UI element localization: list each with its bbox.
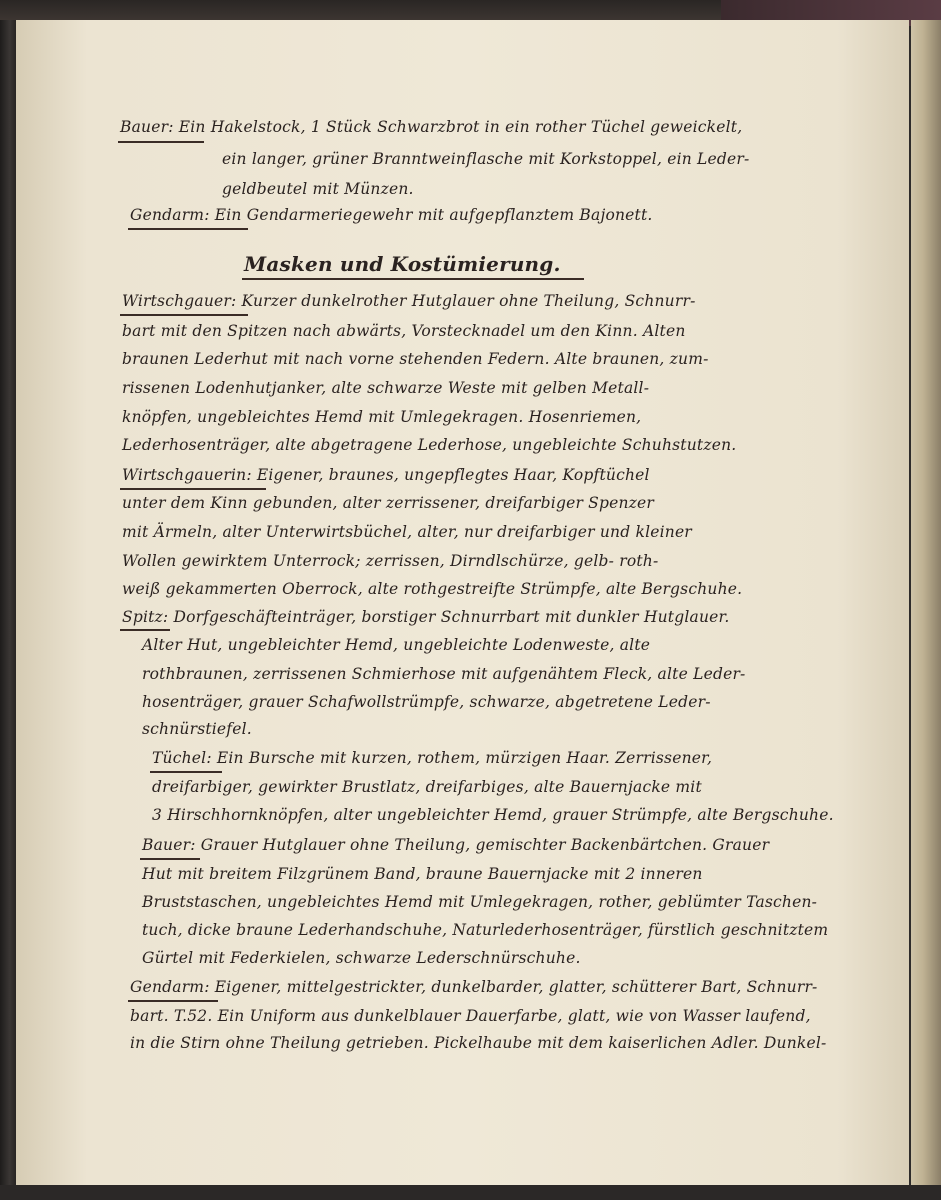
text-line: rothbraunen, zerrissenen Schmierhose mit aufgenähtem Fleck, alte Leder- [142, 665, 746, 683]
heading-underline [118, 141, 204, 143]
text-line: bart mit den Spitzen nach abwärts, Vorstecknadel um den Kinn. Alten [122, 322, 686, 340]
text-line: hosenträger, grauer Schafwollstrümpfe, schwarze, abgetretene Leder- [142, 693, 711, 711]
heading-underline [120, 488, 266, 490]
text-line: Spitz: Dorfgeschäfteinträger, borstiger Schnurrbart mit dunkler Hutglauer. [122, 608, 730, 626]
manuscript-page [16, 20, 909, 1185]
heading-underline [120, 314, 248, 316]
text-line: rissenen Lodenhutjanker, alte schwarze Weste mit gelben Metall- [122, 379, 650, 397]
heading-underline [120, 629, 170, 631]
text-line: Wirtschgauerin: Eigener, braunes, ungepflegtes Haar, Kopftüchel [122, 466, 650, 484]
text-line: Alter Hut, ungebleichter Hemd, ungebleichte Lodenweste, alte [142, 636, 651, 654]
text-line: Gürtel mit Federkielen, schwarze Lederschnürschuhe. [142, 949, 581, 967]
text-line: Bauer: Grauer Hutglauer ohne Theilung, gemischter Backenbärtchen. Grauer [142, 836, 770, 854]
text-line: Wollen gewirktem Unterrock; zerrissen, Dirndlschürze, gelb- roth- [122, 552, 659, 570]
book-binding [0, 0, 16, 1200]
section-title-underline [242, 278, 584, 280]
heading-underline [128, 1000, 218, 1002]
text-line: knöpfen, ungebleichtes Hemd mit Umlegekragen. Hosenriemen, [122, 408, 642, 426]
heading-underline [140, 858, 200, 860]
heading-underline [150, 771, 222, 773]
text-line: ein langer, grüner Branntweinflasche mit Korkstoppel, ein Leder- [222, 150, 750, 168]
text-line: Gendarm: Ein Gendarmeriegewehr mit aufgepflanztem Bajonett. [130, 206, 653, 224]
text-line: Bauer: Ein Hakelstock, 1 Stück Schwarzbrot in ein rother Tüchel geweickelt, [120, 118, 743, 136]
text-line: bart. T.52. Ein Uniform aus dunkelblauer Dauerfarbe, glatt, wie von Wasser laufend, [130, 1007, 811, 1025]
text-line: unter dem Kinn gebunden, alter zerrissener, dreifarbiger Spenzer [122, 494, 655, 512]
text-line: braunen Lederhut mit nach vorne stehenden Federn. Alte braunen, zum- [122, 350, 709, 368]
text-line: geldbeutel mit Münzen. [222, 180, 414, 198]
text-line: Gendarm: Eigener, mittelgestrickter, dunkelbarder, glatter, schütterer Bart, Schnurr- [130, 978, 818, 996]
text-line: tuch, dicke braune Lederhandschuhe, Naturlederhosenträger, fürstlich geschnitztem [142, 921, 829, 939]
text-line: in die Stirn ohne Theilung getrieben. Pickelhaube mit dem kaiserlichen Adler. Dunkel- [130, 1034, 827, 1052]
text-line: 3 Hirschhornknöpfen, alter ungebleichter Hemd, grauer Strümpfe, alte Bergschuhe. [152, 806, 834, 824]
book-right-board [911, 20, 941, 1200]
text-line: Bruststaschen, ungebleichtes Hemd mit Umlegekragen, rother, geblümter Taschen- [142, 893, 818, 911]
text-line: dreifarbiger, gewirkter Brustlatz, dreifarbiges, alte Bauernjacke mit [152, 778, 702, 796]
text-line: mit Ärmeln, alter Unterwirtsbüchel, alter, nur dreifarbiger und kleiner [122, 523, 692, 541]
text-line: schnürstiefel. [142, 720, 252, 738]
text-line: Wirtschgauer: Kurzer dunkelrother Hutglauer ohne Theilung, Schnurr- [122, 292, 696, 310]
text-line: weiß gekammerten Oberrock, alte rothgestreifte Strümpfe, alte Bergschuhe. [122, 580, 743, 598]
text-line: Lederhosenträger, alte abgetragene Lederhose, ungebleichte Schuhstutzen. [122, 436, 737, 454]
book-bottom-edge [0, 1185, 941, 1200]
heading-underline [128, 228, 248, 230]
section-title: Masken und Kostümierung. [244, 252, 561, 276]
text-line: Hut mit breitem Filzgrünem Band, braune Bauernjacke mit 2 inneren [142, 865, 703, 883]
text-line: Tüchel: Ein Bursche mit kurzen, rothem, mürzigen Haar. Zerrissener, [152, 749, 713, 767]
